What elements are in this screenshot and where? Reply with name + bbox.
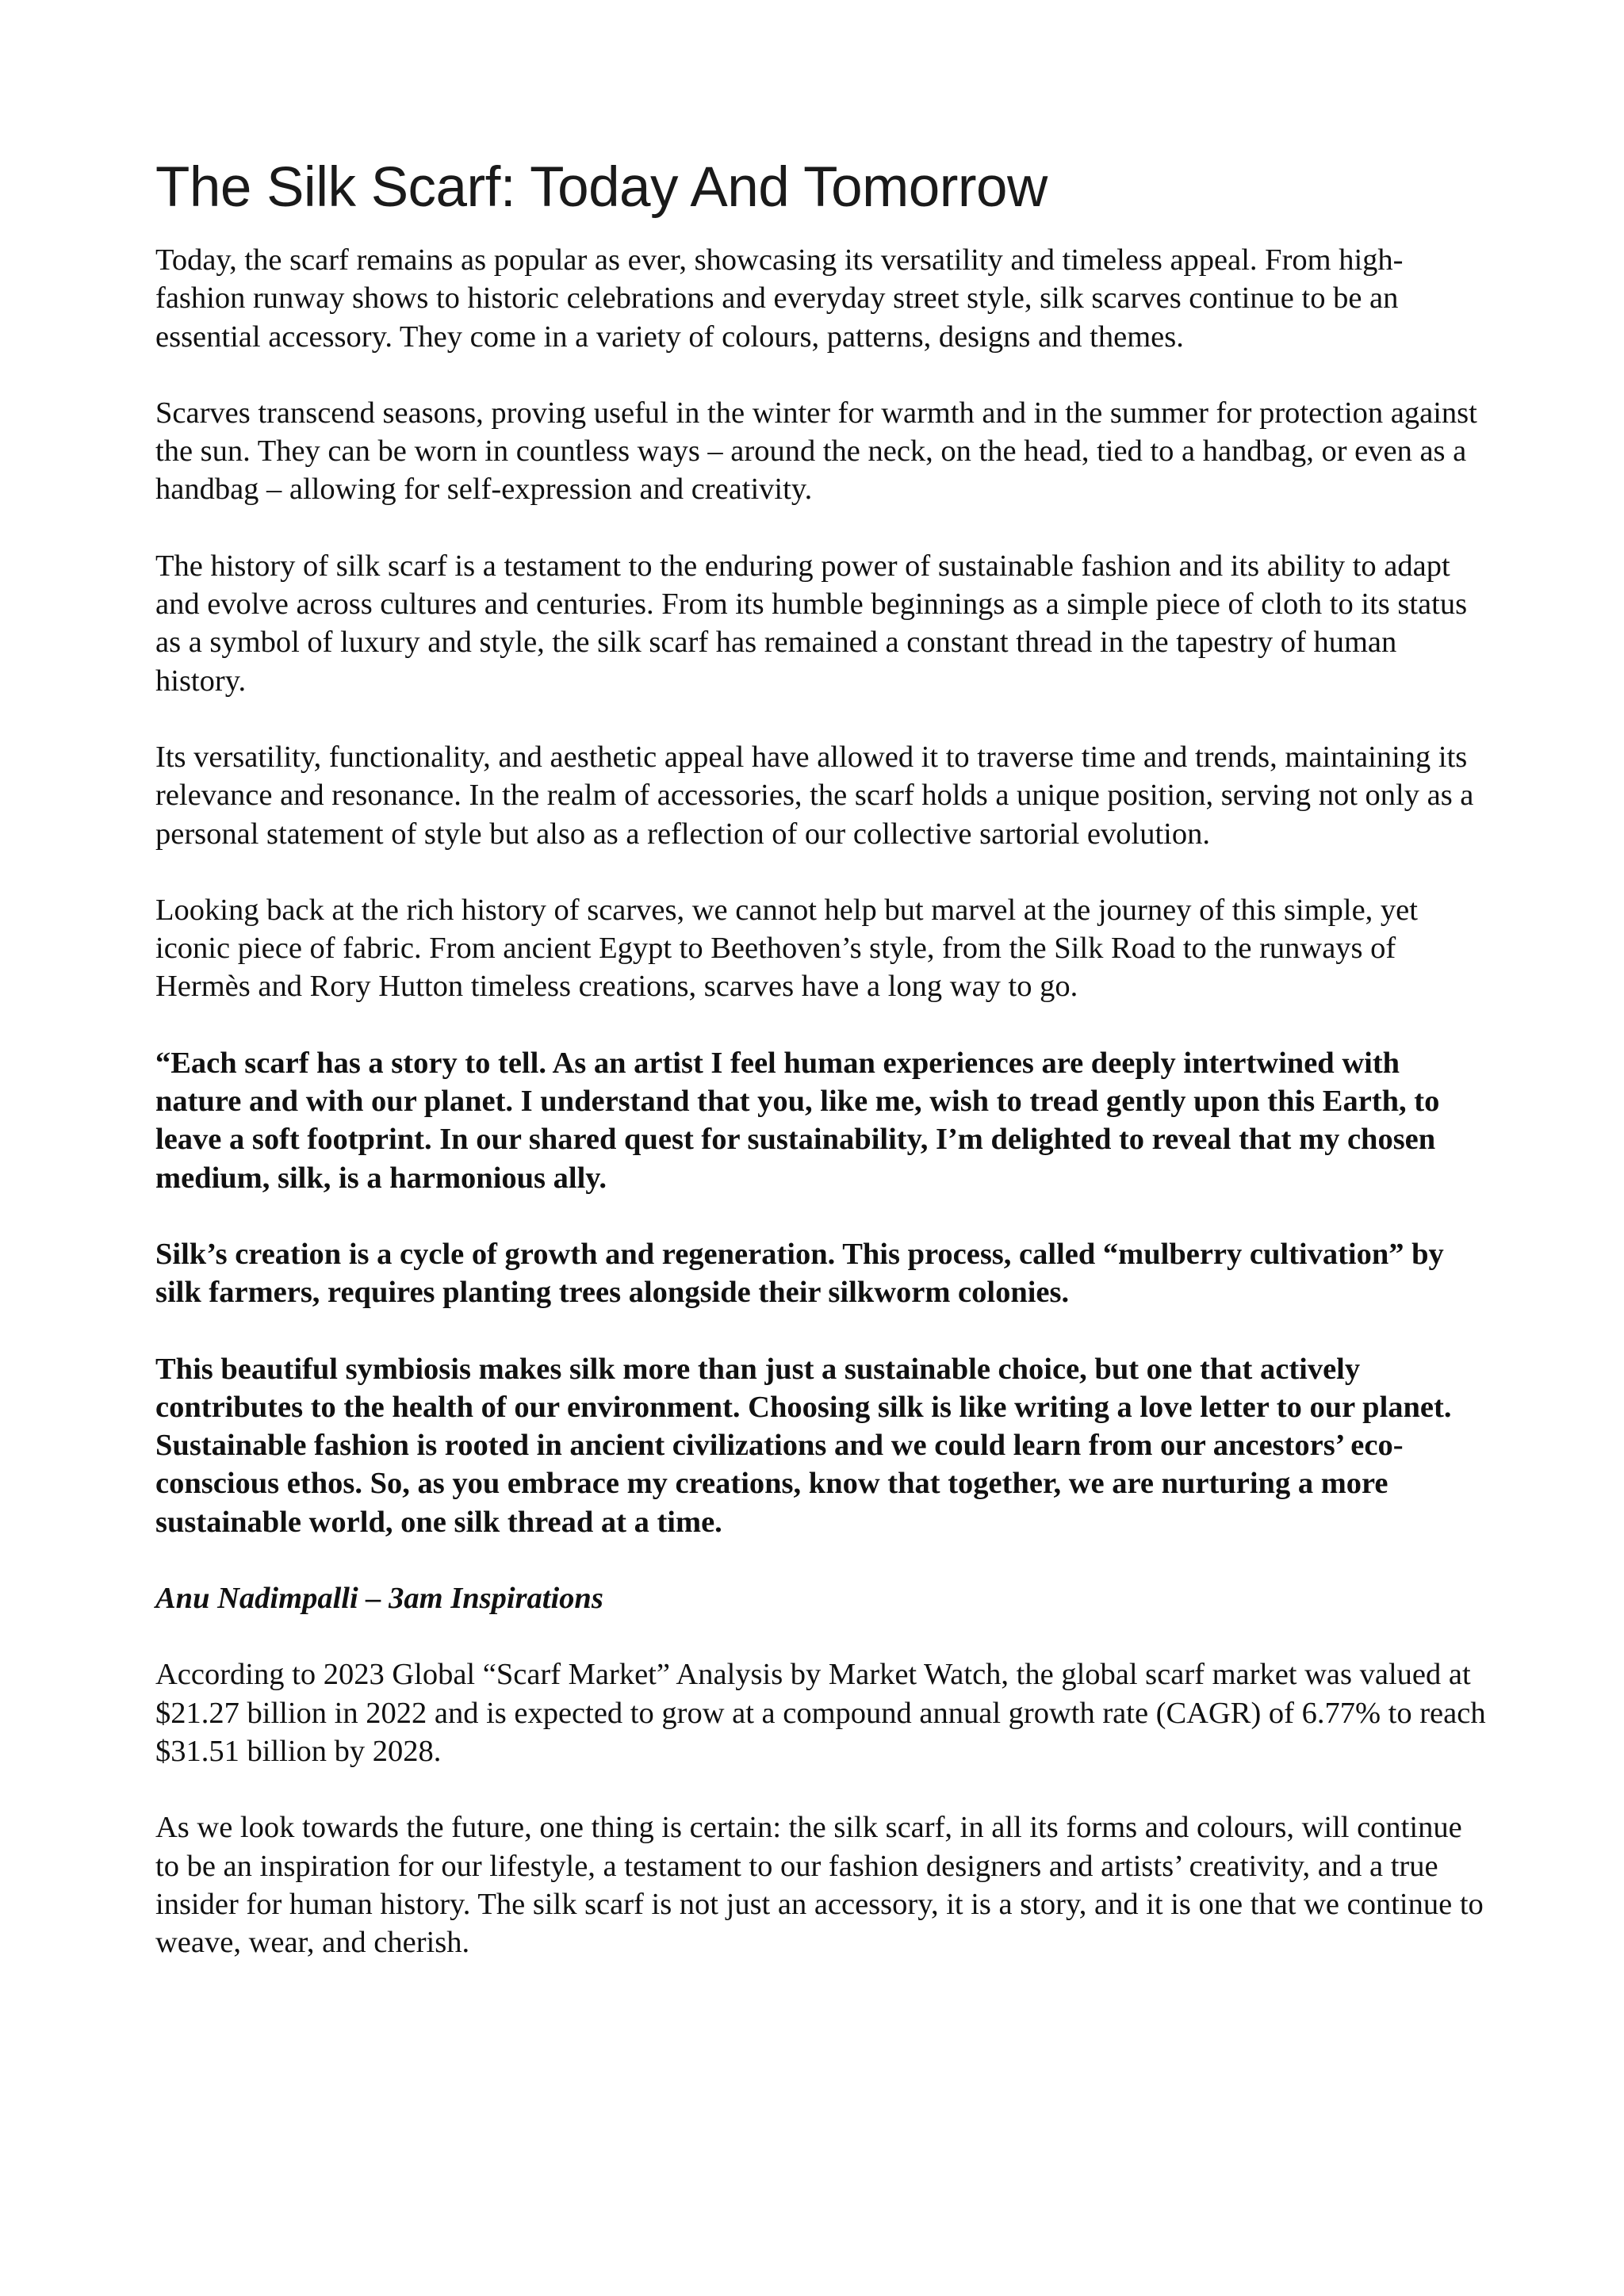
quote-paragraph: Silk’s creation is a cycle of growth and regeneration. This process, called “mulberry cultivation” by silk farmers, requires planting trees alongside their silkworm colonies. [155,1237,1444,1310]
quote-paragraph: This beautiful symbiosis makes silk more than just a sustainable choice, but one that actively contributes to the health of our environment. Choosing silk is like writing a love letter to our planet. Sustainable fashion is rooted in ancient civilizations and we could learn from our ancestors’ eco-conscious ethos. So, as you embrace my creations, know that together, we are nurturing a more sustainable world, one silk thread at a time. [155,1352,1452,1539]
quote-attribution: Anu Nadimpalli – 3am Inspirations [155,1582,603,1616]
body-paragraph: According to 2023 Global “Scarf Market” Analysis by Market Watch, the global scarf market was valued at $21.27 billion in 2022 and is expected to grow at a compound annual growth rate (CAGR) of 6.77% to reach $31.51 billion by 2028. [155,1658,1486,1768]
body-paragraph: Today, the scarf remains as popular as ever, showcasing its versatility and timeless appeal. From high-fashion runway shows to historic celebrations and everyday street style, silk scarves continue to be an essential accessory. They come in a variety of colours, patterns, designs and themes. [155,243,1404,354]
body-paragraph: Looking back at the rich history of scarves, we cannot help but marvel at the journey of this simple, yet iconic piece of fabric. From ancient Egypt to Beethoven’s style, from the Silk Road to the runways of Hermès and Rory Hutton timeless creations, scarves have a long way to go. [155,893,1418,1004]
body-paragraph: Its versatility, functionality, and aesthetic appeal have allowed it to traverse time and trends, maintaining its relevance and resonance. In the realm of accessories, the scarf holds a unique position, serving not only as a personal statement of style but also as a reflection of our collective sartorial evolution. [155,740,1474,851]
body-paragraph: Scarves transcend seasons, proving useful in the winter for warmth and in the summer for protection against the sun. They can be worn in countless ways – around the neck, on the head, tied to a handbag, or even as a handbag – allowing for self-expression and creativity. [155,396,1477,507]
body-paragraph: As we look towards the future, one thing is certain: the silk scarf, in all its forms and colours, will continue to be an inspiration for our lifestyle, a testament to our fashion designers and artists’ creativity, and a true insider for human history. The silk scarf is not just an accessory, it is a story, and it is one that we continue to weave, wear, and cherish. [155,1811,1484,1960]
quote-paragraph: “Each scarf has a story to tell. As an artist I feel human experiences are deeply intertwined with nature and with our planet. I understand that you, like me, wish to tread gently upon this Earth, to leave a soft footprint. In our shared quest for sustainability, I’m delighted to reveal that my chosen medium, silk, is a harmonious ally. [155,1046,1440,1195]
document-page [155,155,1488,1999]
page-title: The Silk Scarf: Today And Tomorrow [155,156,1048,219]
body-paragraph: The history of silk scarf is a testament to the enduring power of sustainable fashion and its ability to adapt and evolve across cultures and centuries. From its humble beginnings as a simple piece of cloth to its status as a symbol of luxury and style, the silk scarf has remained a constant thread in the tapestry of human history. [155,549,1468,698]
